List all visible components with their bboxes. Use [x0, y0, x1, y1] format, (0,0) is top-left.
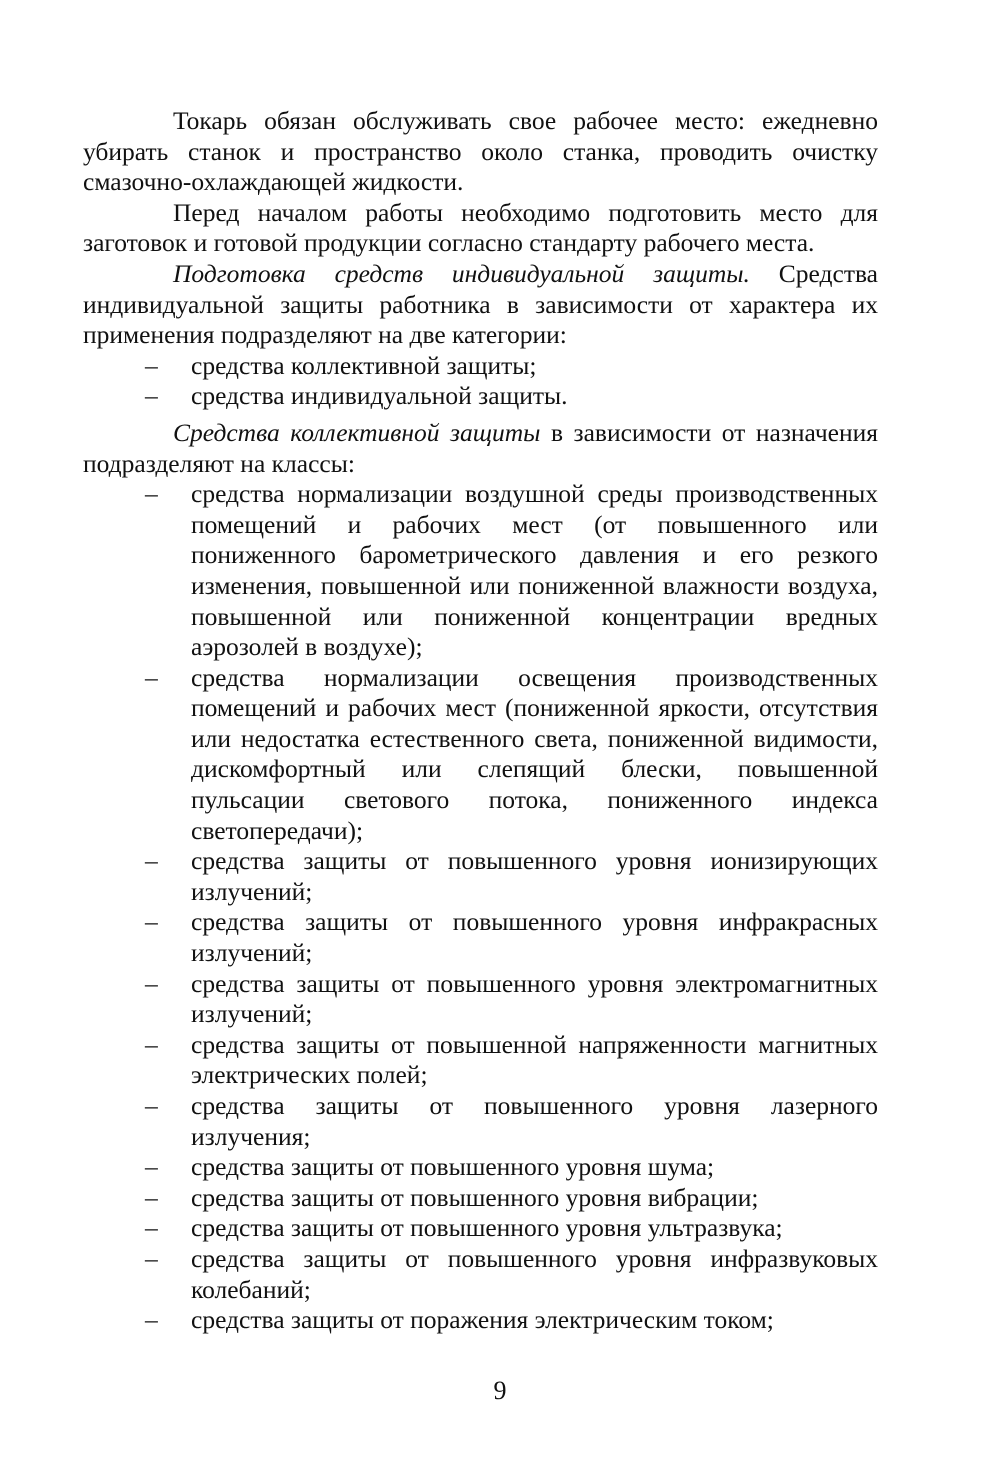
- list-item: – средства защиты от повышенной напряженности магнитных электрических полей;: [145, 1029, 878, 1090]
- list-item: – средства защиты от повышенного уровня инфразвуковых колебаний;: [145, 1243, 878, 1304]
- list-item: – средства защиты от повышенного уровня ультразвука;: [145, 1213, 783, 1243]
- list-item: – средства нормализации воздушной среды производственных помещений и рабочих мест (от повышенного или пониженного барометрического давления и его резкого изменения, повышенной или пониженной влажности воздуха, повышенной или пониженной концентрации вредных аэрозолей в воздухе);: [145, 479, 878, 662]
- list-item: – средства защиты от повышенного уровня вибрации;: [145, 1182, 759, 1212]
- list-item: – средства защиты от повышенного уровня электромагнитных излучений;: [145, 968, 878, 1029]
- paragraph-ppe-intro: [83, 259, 878, 351]
- ppe-intro-text: Средства индивидуальной защиты работника в зависимости от характера их применения подразделяют на две категории:: [83, 258, 878, 350]
- paragraph-collective-intro: [83, 418, 878, 479]
- list-item: – средства защиты от повышенного уровня инфракрасных излучений;: [145, 907, 878, 968]
- list-item: – средства индивидуальной защиты.: [145, 381, 568, 411]
- ppe-heading: Подготовка средств индивидуальной защиты.: [173, 258, 750, 288]
- body-text: [83, 106, 878, 1336]
- collective-heading: Средства коллективной защиты: [173, 417, 541, 447]
- paragraph-workplace-preparation: Перед началом работы необходимо подготовить место для заготовок и готовой продукции согласно стандарту рабочего места.: [83, 197, 878, 258]
- list-item: – средства коллективной защиты;: [145, 350, 537, 380]
- paragraph-lathe-duties: Токарь обязан обслуживать свое рабочее место: ежедневно убирать станок и пространство около станка, проводить очистку смазочно-охлаждающей жидкости.: [83, 106, 878, 197]
- list-item: – средства защиты от повышенного уровня ионизирующих излучений;: [145, 846, 878, 906]
- categories-list: [83, 351, 878, 412]
- list-item: – средства защиты от поражения электрическим током;: [145, 1305, 774, 1335]
- list-item: – средства нормализации освещения производственных помещений и рабочих мест (пониженной яркости, отсутствия или недостатка естественного света, пониженной видимости, дискомфортный или слепящий блески, повышенной пульсации светового потока, пониженного индекса светопередачи);: [145, 662, 878, 845]
- list-item: – средства защиты от повышенного уровня шума;: [145, 1152, 715, 1182]
- list-item: – средства защиты от повышенного уровня лазерного излучения;: [145, 1091, 878, 1151]
- collective-intro-text: в зависимости от назначения подразделяют на классы:: [83, 417, 878, 478]
- classes-list: [83, 479, 878, 1336]
- page-number: 9: [493, 1376, 507, 1405]
